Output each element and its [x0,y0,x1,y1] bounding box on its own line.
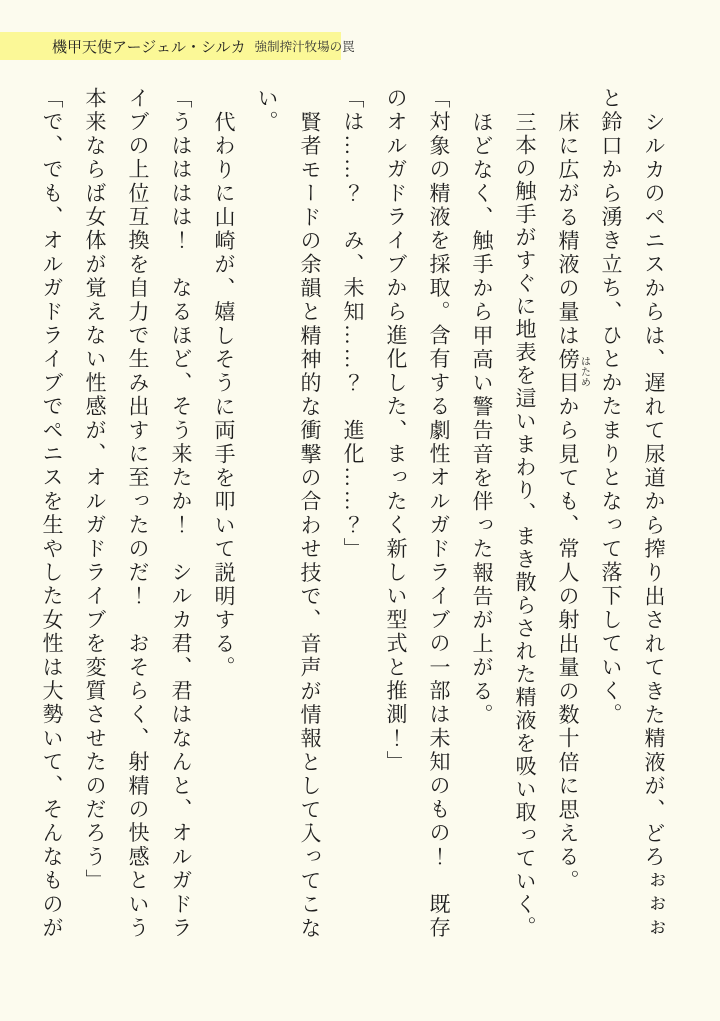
paragraph: 床に広がる精液の量は傍目はためから見ても、常人の射出量の数十倍に思える。 [556,110,590,893]
series-title: 機甲天使アージェル・シルカ [52,39,246,56]
ruby-annotated-word: 傍目はため [556,347,590,396]
paragraph: 三本の触手がすぐに地表を這いまわり、まき散らされた精液を吸い取っていく。 [513,110,537,939]
header-highlight [0,32,355,60]
vertical-text-block [30,87,675,945]
paragraph: 「で、でも、オルガドライブでペニスを生やした女性は大勢いて、そんなものが [40,87,64,941]
episode-title: 強制搾汁牧場の罠 [254,40,355,54]
paragraph: 「は……？ み、未知……？ 進化……？」 [341,87,365,561]
paragraph: 「うはははは！ なるほど、そう来たか！ シルカ君、君はなんと、オルガドライブの上位互換を自力で生み出すに至ったのだ！ おそらく、射精の快感という本来ならば女体が覚えない性感が、オルガドライブを変質させたのだろう」 [83,87,193,941]
paragraph: 賢者モードの余韻と精神的な衝撃の合わせ技で、音声が情報として入ってこない。 [255,87,322,941]
paragraph: 代わりに山崎が、嬉しそうに両手を叩いて説明する。 [212,110,236,680]
paragraph: ほどなく、触手から甲高い警告音を伴った報告が上がる。 [470,110,494,727]
paragraph: シルカのペニスからは、遅れて尿道から搾り出されてきた精液が、どろぉぉぉと鈴口から湧き立ち、ひとかたまりとなって落下していく。 [599,87,666,941]
paragraph: 「対象の精液を採取。含有する劇性オルガドライブの一部は未知のもの！ 既存のオルガドライブから進化した、まったく新しい型式と推測！」 [384,87,451,941]
